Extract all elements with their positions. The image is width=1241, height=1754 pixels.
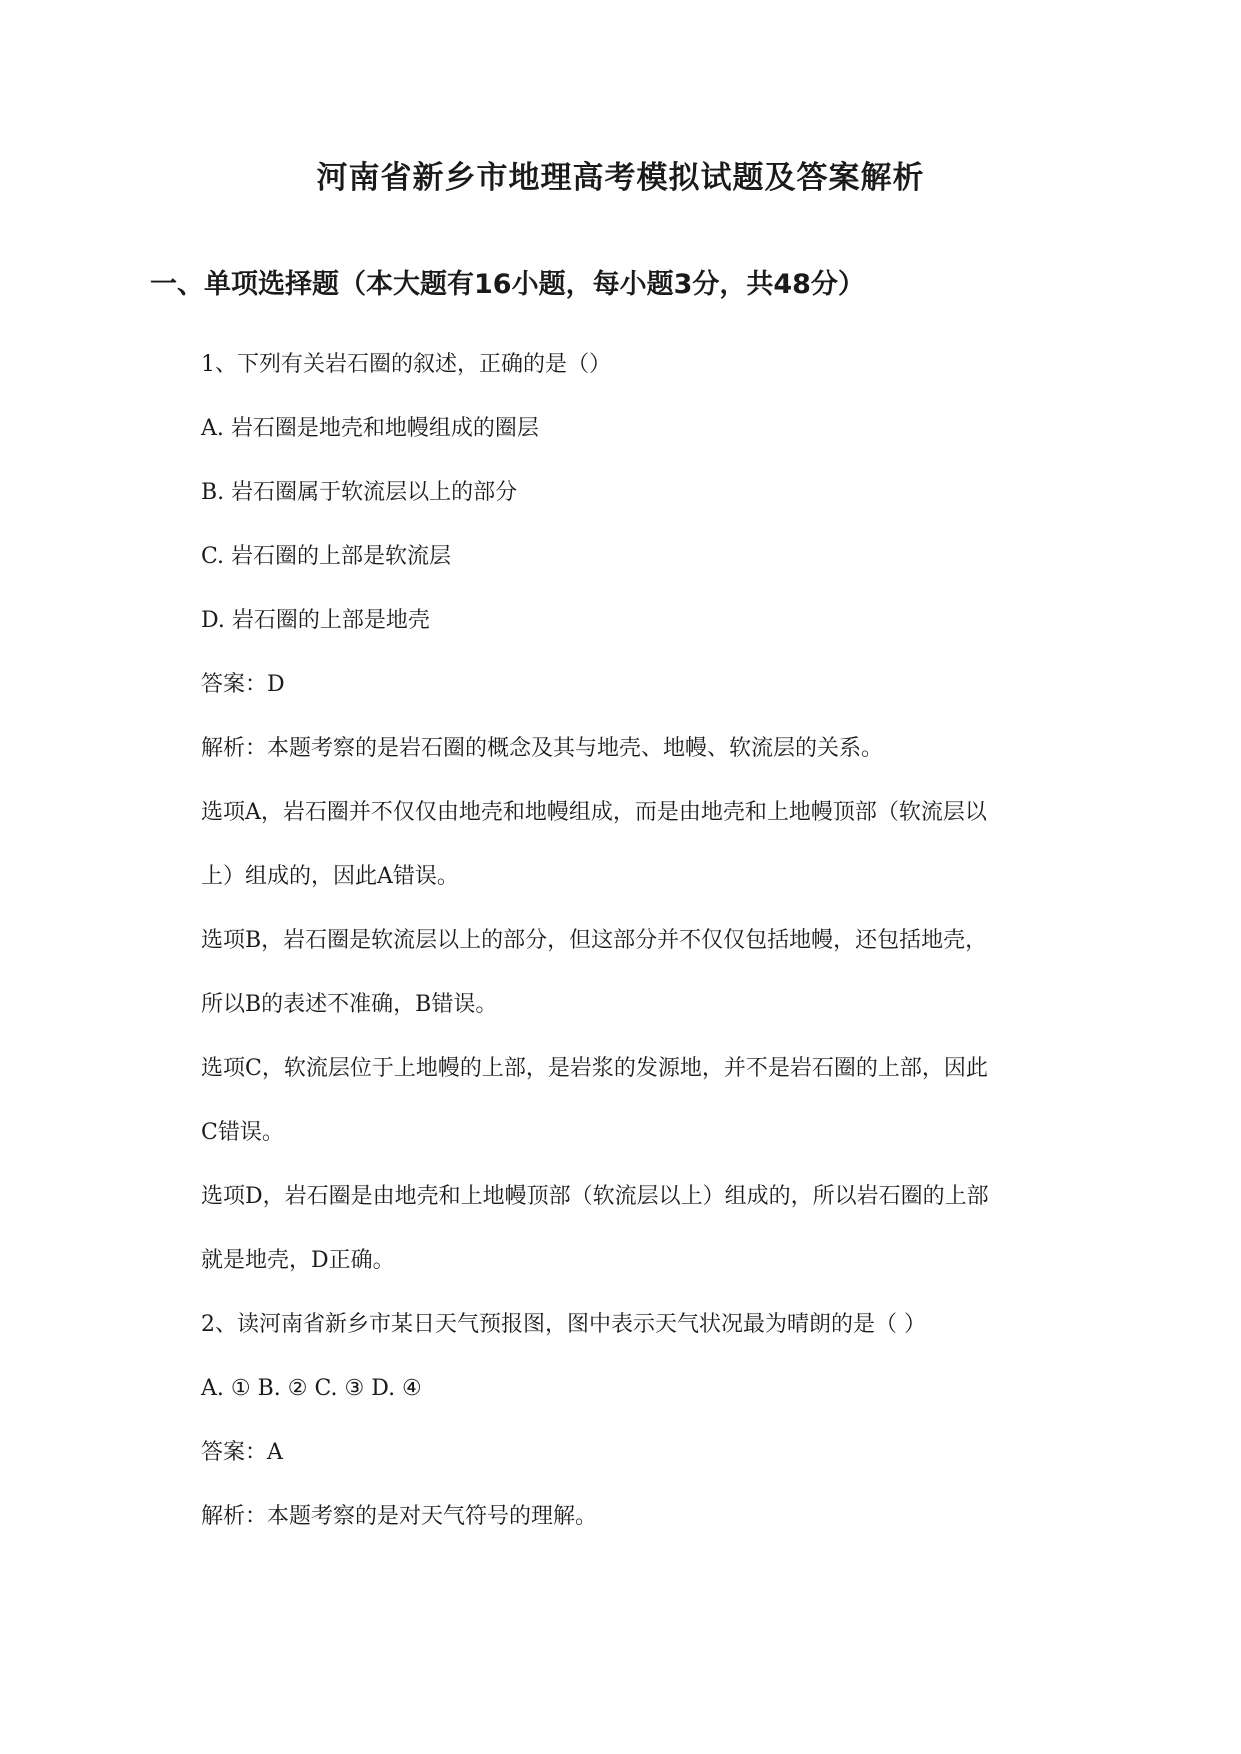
- question-1-analysis-line: 选项D，岩石圈是由地壳和上地幔顶部（软流层以上）组成的，所以岩石圈的上部: [201, 1184, 989, 1209]
- question-1-option-a: A. 岩石圈是地壳和地幔组成的圈层: [201, 416, 539, 441]
- question-1-option-c: C. 岩石圈的上部是软流层: [201, 544, 452, 569]
- document-title: 河南省新乡市地理高考模拟试题及答案解析: [316, 160, 925, 196]
- question-2-options: A. ① B. ② C. ③ D. ④: [201, 1376, 422, 1401]
- question-1-analysis-line: 上）组成的，因此A错误。: [201, 864, 459, 889]
- question-2-stem: 2、读河南省新乡市某日天气预报图，图中表示天气状况最为晴朗的是（ ）: [201, 1312, 926, 1337]
- question-1-analysis-line: C错误。: [201, 1120, 284, 1145]
- section-heading: 一、单项选择题（本大题有16小题，每小题3分，共48分）: [150, 269, 865, 300]
- question-2-analysis-line: 解析：本题考察的是对天气符号的理解。: [201, 1504, 598, 1529]
- question-1-analysis-line: 所以B的表述不准确，B错误。: [201, 992, 498, 1017]
- question-1-analysis-line: 选项A，岩石圈并不仅仅由地壳和地幔组成，而是由地壳和上地幔顶部（软流层以: [201, 800, 987, 825]
- question-1-analysis-line: 解析：本题考察的是岩石圈的概念及其与地壳、地幔、软流层的关系。: [201, 736, 884, 761]
- question-2-answer: 答案：A: [201, 1440, 283, 1465]
- question-1-analysis-line: 选项B，岩石圈是软流层以上的部分，但这部分并不仅仅包括地幔，还包括地壳，: [201, 928, 988, 953]
- question-1-answer: 答案：D: [201, 672, 285, 697]
- question-1-analysis-line: 就是地壳，D正确。: [201, 1248, 395, 1273]
- question-1-analysis-line: 选项C，软流层位于上地幔的上部，是岩浆的发源地，并不是岩石圈的上部，因此: [201, 1056, 988, 1081]
- question-1-stem: 1、下列有关岩石圈的叙述，正确的是（）: [201, 352, 611, 377]
- question-1-option-b: B. 岩石圈属于软流层以上的部分: [201, 480, 518, 505]
- question-1-option-d: D. 岩石圈的上部是地壳: [201, 608, 430, 633]
